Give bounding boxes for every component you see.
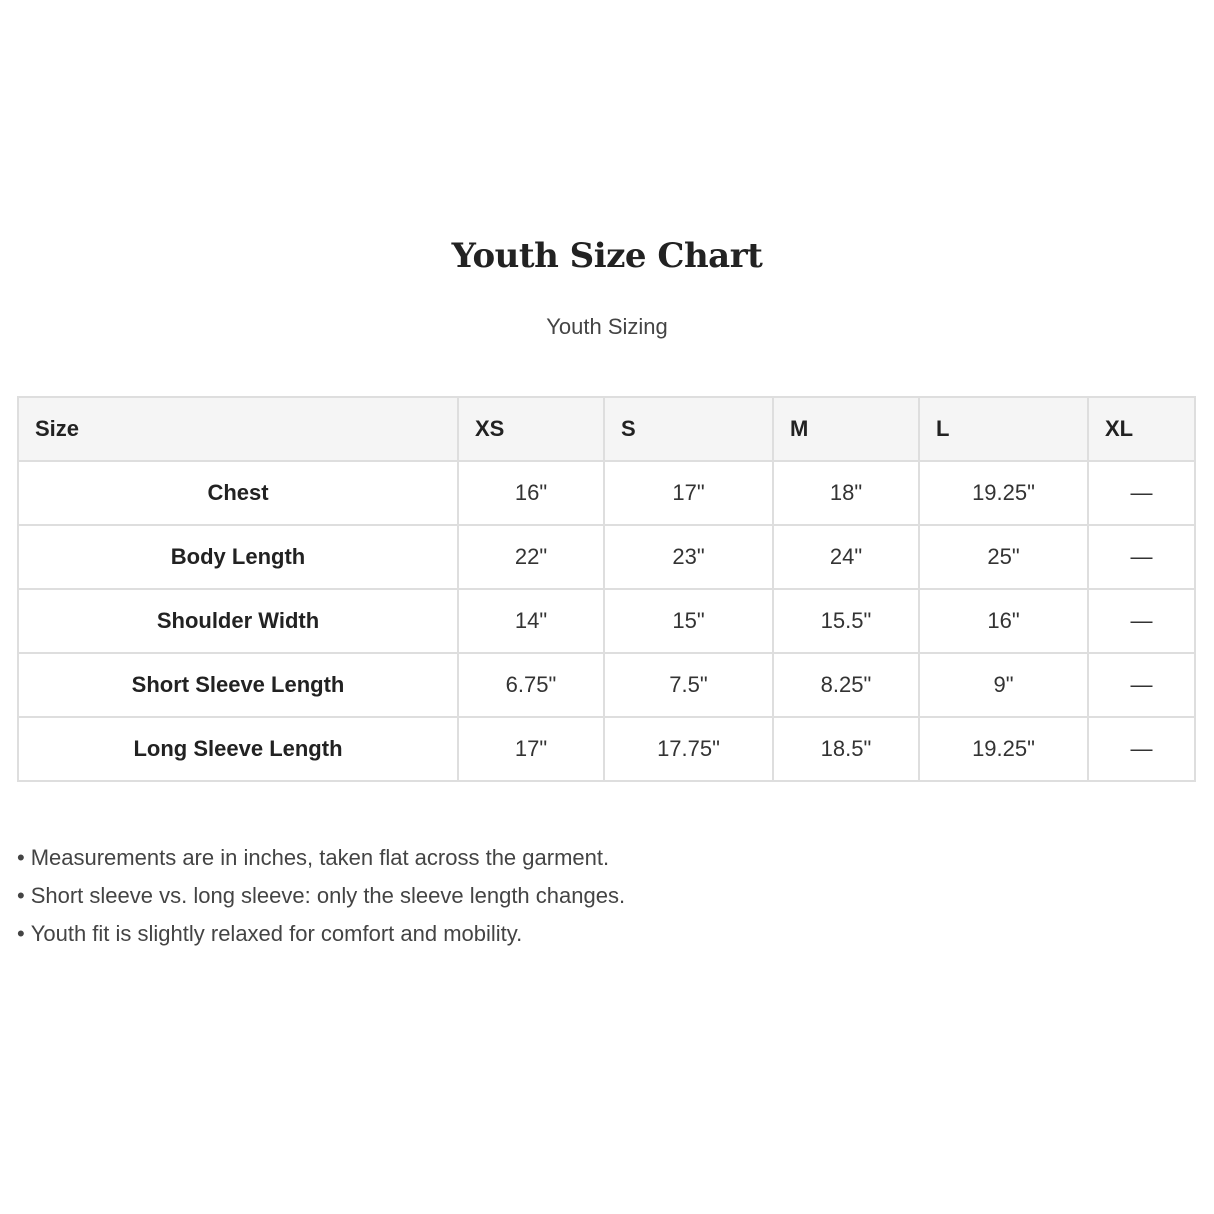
table-cell: — — [1088, 717, 1195, 781]
table-row — [18, 717, 1195, 781]
table-cell: 17" — [604, 461, 773, 525]
column-header-xl: XL — [1088, 397, 1195, 461]
row-label-body-length: Body Length — [18, 525, 458, 589]
table-cell: 17" — [458, 717, 604, 781]
bullet: • — [17, 845, 25, 870]
table-row — [18, 589, 1195, 653]
row-label-chest: Chest — [18, 461, 458, 525]
table-cell: 24" — [773, 525, 919, 589]
table-cell: 6.75" — [458, 653, 604, 717]
table-cell: 15" — [604, 589, 773, 653]
table-cell: 16" — [458, 461, 604, 525]
bullet: • — [17, 883, 25, 908]
table-cell: 22" — [458, 525, 604, 589]
table-cell: 15.5" — [773, 589, 919, 653]
table-cell: — — [1088, 589, 1195, 653]
table-cell: — — [1088, 525, 1195, 589]
column-header-m: M — [773, 397, 919, 461]
note-text: Youth fit is slightly relaxed for comfort and mobility. — [30, 921, 523, 946]
table-row — [18, 461, 1195, 525]
row-label-short-sleeve-length: Short Sleeve Length — [18, 653, 458, 717]
table-cell: — — [1088, 461, 1195, 525]
sizing-notes — [17, 842, 625, 956]
table-cell: 8.25" — [773, 653, 919, 717]
table-header — [18, 397, 1195, 461]
page-subtitle: Youth Sizing — [546, 314, 668, 339]
table-cell: 23" — [604, 525, 773, 589]
page-title: Youth Size Chart — [451, 236, 763, 276]
table-header-row — [18, 397, 1195, 461]
row-label-shoulder-width: Shoulder Width — [18, 589, 458, 653]
column-header-xs: XS — [458, 397, 604, 461]
column-header-size: Size — [18, 397, 458, 461]
note-item — [17, 880, 625, 918]
row-label-long-sleeve-length: Long Sleeve Length — [18, 717, 458, 781]
table-cell: 7.5" — [604, 653, 773, 717]
bullet: • — [17, 921, 25, 946]
note-text: Short sleeve vs. long sleeve: only the sleeve length changes. — [30, 883, 626, 908]
table-cell: 9" — [919, 653, 1088, 717]
table-cell: 19.25" — [919, 717, 1088, 781]
table-cell: — — [1088, 653, 1195, 717]
table-cell: 18.5" — [773, 717, 919, 781]
size-chart-table — [17, 396, 1196, 782]
table-row — [18, 525, 1195, 589]
table-cell: 25" — [919, 525, 1088, 589]
table-cell: 19.25" — [919, 461, 1088, 525]
table-body — [18, 461, 1195, 781]
table-row — [18, 653, 1195, 717]
table-cell: 17.75" — [604, 717, 773, 781]
column-header-l: L — [919, 397, 1088, 461]
note-item — [17, 918, 625, 956]
column-header-s: S — [604, 397, 773, 461]
table-cell: 14" — [458, 589, 604, 653]
table-cell: 18" — [773, 461, 919, 525]
table-cell: 16" — [919, 589, 1088, 653]
note-text: Measurements are in inches, taken flat across the garment. — [30, 845, 610, 870]
note-item — [17, 842, 625, 880]
